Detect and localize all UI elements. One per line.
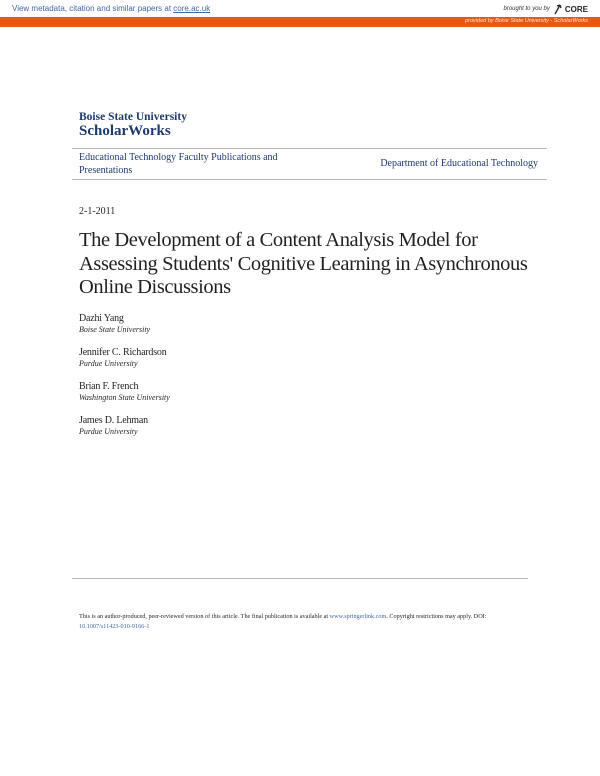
paper-title: The Development of a Content Analysis Model for Assessing Students' Cognitive Learning in Asynchronous Online Discussions <box>79 229 528 298</box>
core-brand[interactable] <box>504 3 589 15</box>
author-name: Dazhi Yang <box>79 313 124 324</box>
author-name: Jennifer C. Richardson <box>79 347 167 358</box>
institution-name: Boise State University <box>79 111 187 123</box>
author-affiliation: Washington State University <box>79 393 170 402</box>
author-affiliation: Purdue University <box>79 359 138 368</box>
repository-name: ScholarWorks <box>79 123 171 139</box>
springerlink-link[interactable]: www.springerlink.com <box>329 613 387 620</box>
author-affiliation: Boise State University <box>79 325 151 334</box>
author-entry <box>79 312 170 335</box>
author-entry <box>79 414 170 437</box>
doi-link[interactable]: 10.1007/s11423-010-9166-1 <box>79 623 150 630</box>
core-link-text[interactable]: core.ac.uk <box>173 4 211 13</box>
institution-block[interactable] <box>79 111 187 139</box>
core-banner <box>0 0 600 17</box>
author-entry <box>79 346 170 369</box>
notice-text-middle: . Copyright restrictions may apply. DOI: <box>386 613 487 620</box>
department-link[interactable]: Department of Educational Technology <box>380 158 538 169</box>
author-name: James D. Lehman <box>79 415 148 426</box>
footer-divider <box>72 578 528 579</box>
provided-by-bar <box>0 17 600 27</box>
core-arrow-icon <box>553 3 563 15</box>
copyright-notice <box>79 612 529 632</box>
author-entry <box>79 380 170 403</box>
provided-by-text[interactable]: provided by Boise State University - ScholarWorks <box>465 18 588 24</box>
core-metadata-link[interactable] <box>12 4 210 13</box>
author-name: Brian F. French <box>79 381 139 392</box>
author-affiliation: Purdue University <box>79 427 138 436</box>
top-divider <box>72 148 547 149</box>
publication-date: 2-1-2011 <box>79 206 116 217</box>
notice-text-before: This is an author-produced, peer-reviewed version of this article. The final publication is available at <box>79 613 330 620</box>
core-link-prefix: View metadata, citation and similar papers at <box>12 4 174 13</box>
author-list <box>79 312 170 448</box>
brought-by-text: brought to you by <box>503 6 550 12</box>
bottom-divider <box>72 179 547 180</box>
core-logo <box>553 3 588 15</box>
collection-link[interactable]: Educational Technology Faculty Publications and Presentations <box>79 152 278 176</box>
core-logo-text: CORE <box>564 4 588 14</box>
